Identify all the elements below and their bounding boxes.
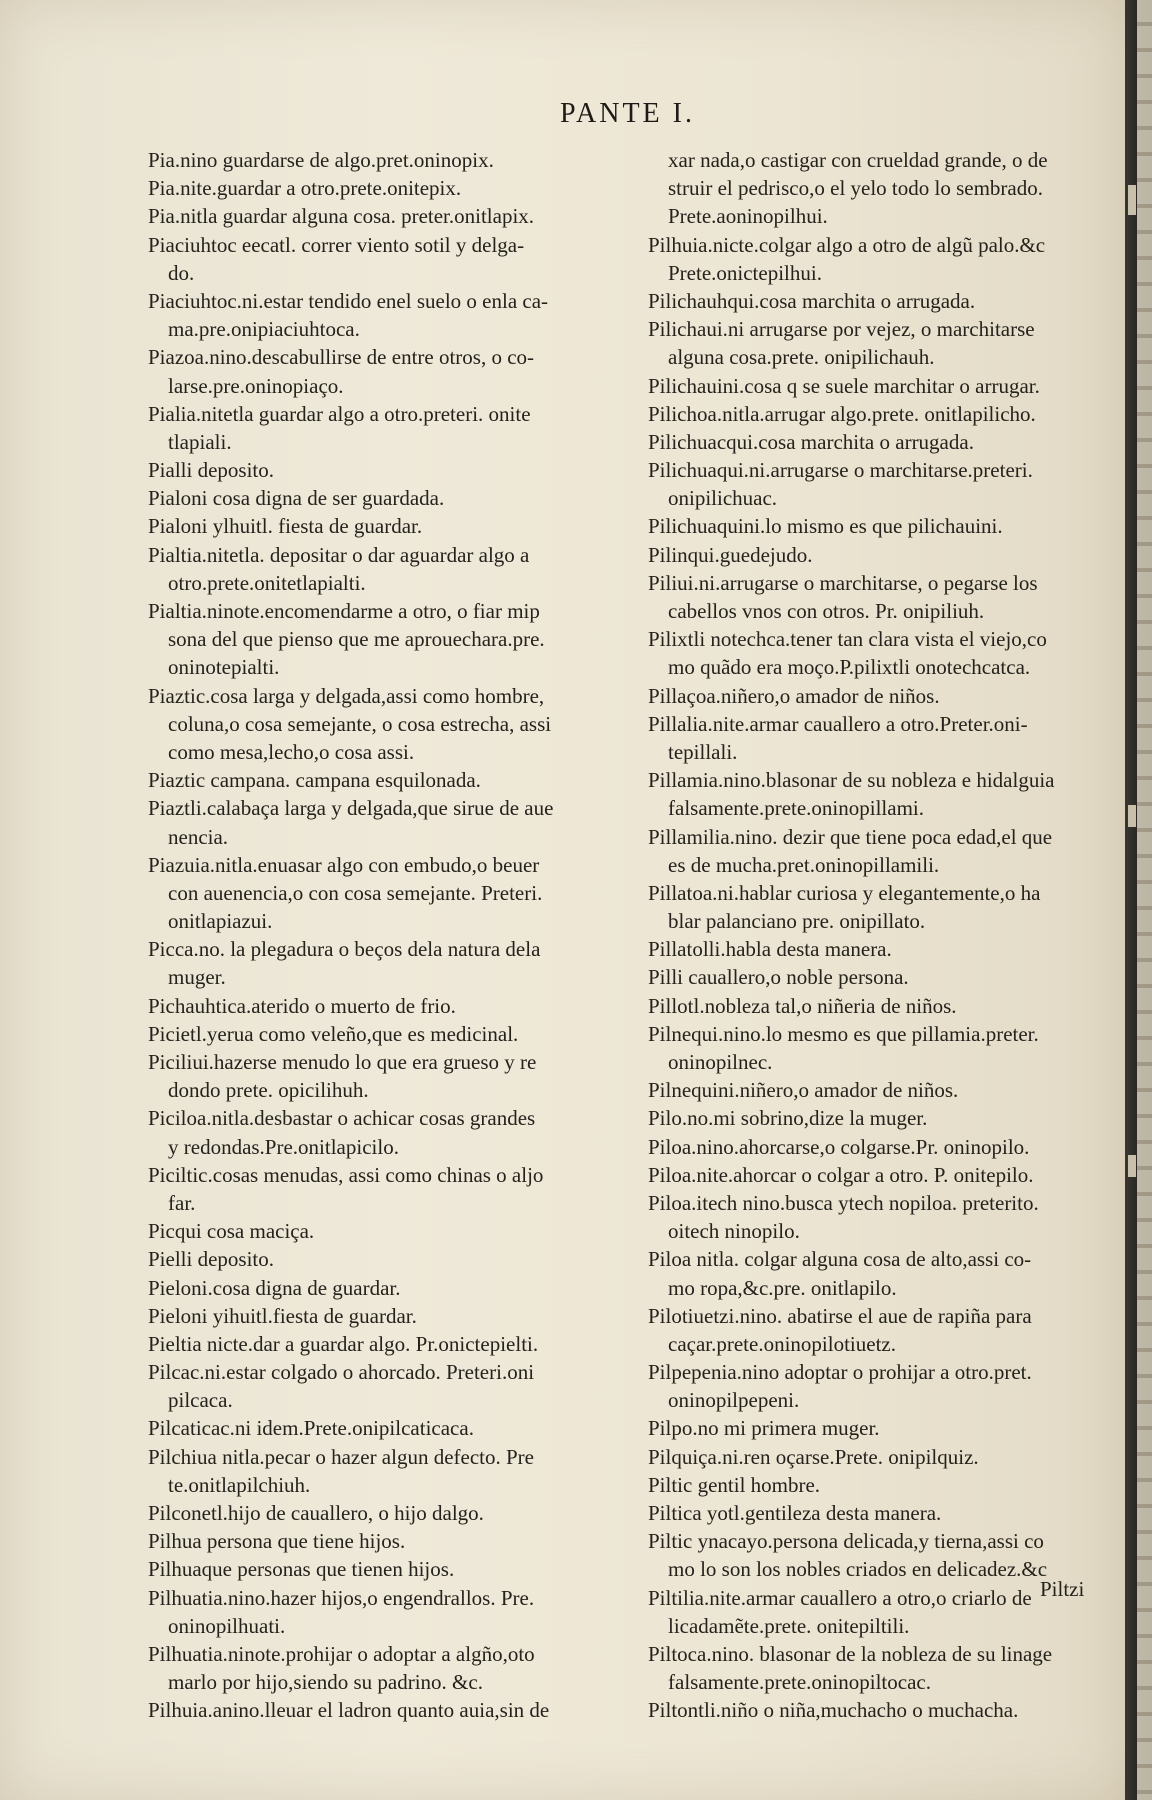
entry-line: coluna,o cosa semejante, o cosa estrecha, assi [168, 711, 552, 736]
entry-line: Piazuia.nitla.enuasar algo con embudo,o beuer [148, 852, 540, 877]
entry-line: Pilnequi.nino.lo mesmo es que pillamia.preter. [648, 1021, 1039, 1046]
entry-line: Prete.aoninopilhui. [668, 204, 828, 229]
entry-line: Pilichoa.nitla.arrugar algo.prete. onitlapilicho. [648, 401, 1036, 426]
entry-line: Picqui cosa maciça. [148, 1219, 315, 1244]
entry-line: Pilichauini.cosa q se suele marchitar o arrugar. [648, 373, 1040, 398]
entry-line: far. [168, 1190, 196, 1215]
entry-line: marlo por hijo,siendo su padrino. &c. [168, 1670, 483, 1695]
entry-line: Pilichuaquini.lo mismo es que pilichauini. [648, 514, 1003, 539]
entry-line: oninopilpepeni. [668, 1388, 800, 1413]
entry-line: Pilichaui.ni arrugarse por vejez, o marchitarse [648, 317, 1035, 342]
entry-line: Pilichuaqui.ni.arrugarse o marchitarse.preteri. [648, 458, 1033, 483]
entry-line: Pillatolli.habla desta manera. [648, 937, 892, 962]
entry-line: Pilnequini.niñero,o amador de niños. [648, 1078, 959, 1103]
entry-line: Pilchiua nitla.pecar o hazer algun defecto. Pre [148, 1444, 534, 1469]
entry-line: struir el pedrisco,o el yelo todo lo sembrado. [668, 176, 1043, 201]
entry-line: Pillotl.nobleza tal,o niñeria de niños. [648, 993, 957, 1018]
entry-line: Pilli cauallero,o noble persona. [648, 965, 909, 990]
entry-line: como mesa,lecho,o cosa assi. [168, 739, 415, 764]
entry-line: Piloa nitla. colgar alguna cosa de alto,assi co- [648, 1247, 1032, 1272]
entry-line: Pilpo.no mi primera muger. [648, 1416, 880, 1441]
right-column [648, 146, 1113, 1725]
entry-line: xar nada,o castigar con crueldad grande, o de [668, 148, 1048, 172]
catchword: Piltzi [1040, 1577, 1085, 1601]
entry-line: Pia.nite.guardar a otro.prete.onitepix. [148, 176, 462, 201]
entry-line: alguna cosa.prete. onipilichauh. [668, 345, 935, 370]
entry-line: Pia.nitla guardar alguna cosa. preter.onitlapix. [148, 204, 535, 229]
entry-line: Pialoni cosa digna de ser guardada. [148, 486, 445, 511]
entry-line: te.onitlapilchiuh. [168, 1472, 311, 1497]
entry-line: Picietl.yerua como veleño,que es medicinal. [148, 1021, 519, 1046]
entry-line: Pialtia.ninote.encomendarme a otro, o fiar mip [148, 599, 540, 623]
entry-line: Prete.onictepilhui. [668, 260, 822, 285]
entry-line: Piltic gentil hombre. [648, 1472, 821, 1497]
entry-line: Piciltic.cosas menudas, assi como chinas o aljo [148, 1162, 544, 1187]
entry-line: Pilhuatia.nino.hazer hijos,o engendrallos. Pre. [148, 1585, 535, 1610]
entry-line: Pillamilia.nino. dezir que tiene poca edad,el que [648, 824, 1053, 849]
entry-line: dondo prete. opicilihuh. [168, 1078, 369, 1103]
entry-line: licadamẽte.prete. onitepiltili. [668, 1613, 910, 1638]
entry-line: Piaztic.cosa larga y delgada,assi como hombre, [148, 683, 545, 708]
entry-line: tepillali. [668, 739, 738, 764]
entry-line: sona del que pienso que me aprouechara.pre. [168, 627, 545, 652]
entry-line: Piazoa.nino.descabullirse de entre otros, o co- [148, 345, 535, 370]
entry-line: oninopilnec. [668, 1050, 773, 1074]
entry-line: Piltilia.nite.armar cauallero a otro,o criarlo de [648, 1585, 1032, 1610]
entry-line: Pieloni yihuitl.fiesta de guardar. [148, 1303, 417, 1328]
entry-line: Piloa.nino.ahorcarse,o colgarse.Pr. oninopilo. [648, 1134, 1030, 1159]
entry-line: Pilinqui.guedejudo. [648, 542, 813, 567]
entry-line: Piltica yotl.gentileza desta manera. [648, 1501, 942, 1525]
entry-line: caçar.prete.oninopilotiuetz. [668, 1331, 896, 1356]
entry-line: Pielli deposito. [148, 1247, 274, 1272]
entry-line: Piaztli.calabaça larga y delgada,que sirue de aue [148, 796, 554, 821]
entry-line: oitech ninopilo. [668, 1219, 800, 1244]
adjacent-page-tab [1128, 805, 1136, 827]
entry-line: do. [168, 260, 195, 285]
entry-line: blar palanciano pre. onipillato. [668, 909, 926, 934]
entry-line: otro.prete.onitetlapialti. [168, 570, 366, 595]
entry-line: oninotepialti. [168, 655, 280, 680]
entry-line: Piaciuhtoc.ni.estar tendido enel suelo o enla ca- [148, 288, 549, 313]
entry-line: Pilichuacqui.cosa marchita o arrugada. [648, 429, 974, 454]
entry-line: Pillalia.nite.armar cauallero a otro.Preter.oni- [648, 711, 1028, 736]
entry-line: Pialli deposito. [148, 458, 274, 483]
entry-line: mo lo son los nobles criados en delicadez.&c [668, 1557, 1048, 1582]
entry-line: mo quãdo era moço.P.pilixtli onotechcatca. [668, 655, 1031, 680]
entry-line: Picca.no. la plegadura o beços dela natura dela [148, 937, 541, 962]
entry-line: pilcaca. [168, 1388, 233, 1413]
entry-line: Pillatoa.ni.hablar curiosa y elegantemente,o ha [648, 880, 1041, 905]
entry-line: Pieloni.cosa digna de guardar. [148, 1275, 401, 1300]
entry-line: Pilichauhqui.cosa marchita o arrugada. [648, 288, 976, 313]
entry-line: Pialtia.nitetla. depositar o dar aguardar algo a [148, 542, 530, 567]
entry-line: falsamente.prete.oninopillami. [668, 796, 924, 821]
entry-line: cabellos vnos con otros. Pr. onipiliuh. [668, 599, 985, 623]
entry-line: Pieltia nicte.dar a guardar algo. Pr.onictepielti. [148, 1331, 539, 1356]
entry-line: Pilconetl.hijo de cauallero, o hijo dalgo. [148, 1501, 484, 1525]
entry-line: muger. [168, 965, 226, 990]
entry-line: onipilichuac. [668, 486, 778, 511]
entry-line: Pilcac.ni.estar colgado o ahorcado. Preteri.oni [148, 1360, 535, 1385]
entry-line: Piltic ynacayo.persona delicada,y tierna,assi co [648, 1529, 1044, 1554]
entry-line: onitlapiazui. [168, 909, 273, 934]
entry-line: Piliui.ni.arrugarse o marchitarse, o pegarse los [648, 570, 1038, 595]
entry-line: Pilhuia.anino.lleuar el ladron quanto auia,sin de [148, 1698, 550, 1723]
entry-line: Pillaçoa.niñero,o amador de niños. [648, 683, 940, 708]
entry-line: Pilo.no.mi sobrino,dize la muger. [648, 1106, 928, 1131]
adjacent-page-strip [1137, 0, 1152, 1800]
entry-line: Pialoni ylhuitl. fiesta de guardar. [148, 514, 423, 539]
entry-line: Pilhua persona que tiene hijos. [148, 1529, 406, 1554]
entry-line: Pilixtli notechca.tener tan clara vista el viejo,co [648, 627, 1047, 652]
entry-line: Piciloa.nitla.desbastar o achicar cosas grandes [148, 1106, 536, 1131]
entry-line: Pilhuia.nicte.colgar algo a otro de algũ palo.&c [648, 232, 1046, 257]
left-column [148, 146, 618, 1725]
entry-line: Piaztic campana. campana esquilonada. [148, 768, 481, 793]
entry-line: Pilpepenia.nino adoptar o prohijar a otro.pret. [648, 1360, 1032, 1385]
entry-line: Pilhuaque personas que tienen hijos. [148, 1557, 455, 1582]
entry-line: Piloa.itech nino.busca ytech nopiloa. preterito. [648, 1190, 1039, 1215]
entry-line: Pichauhtica.aterido o muerto de frio. [148, 993, 456, 1018]
entry-line: Pilotiuetzi.nino. abatirse el aue de rapiña para [648, 1303, 1032, 1328]
entry-line: Piloa.nite.ahorcar o colgar a otro. P. onitepilo. [648, 1162, 1034, 1187]
entry-line: con auenencia,o con cosa semejante. Preteri. [168, 880, 543, 905]
entry-line: Pilhuatia.ninote.prohijar o adoptar a algño,oto [148, 1641, 535, 1666]
entry-line: Piltoca.nino. blasonar de la nobleza de su linage [648, 1641, 1053, 1666]
entry-line: Piltontli.niño o niña,muchacho o muchacha. [648, 1698, 1019, 1723]
entry-line: Piciliui.hazerse menudo lo que era grueso y re [148, 1050, 537, 1074]
entry-line: Pia.nino guardarse de algo.pret.oninopix. [148, 148, 494, 172]
adjacent-page-tab [1128, 185, 1136, 215]
entry-line: y redondas.Pre.onitlapicilo. [168, 1134, 399, 1159]
entry-line: larse.pre.oninopiaço. [168, 373, 344, 398]
entry-line: Piaciuhtoc eecatl. correr viento sotil y delga- [148, 232, 525, 257]
entry-line: es de mucha.pret.oninopillamili. [668, 852, 940, 877]
entry-line: Pilquiça.ni.ren oçarse.Prete. onipilquiz. [648, 1444, 979, 1469]
entry-line: falsamente.prete.oninopiltocac. [668, 1670, 931, 1695]
entry-line: mo ropa,&c.pre. onitlapilo. [668, 1275, 897, 1300]
adjacent-page-tab [1128, 1155, 1136, 1177]
entry-line: oninopilhuati. [168, 1613, 286, 1638]
running-header: PANTE I. [560, 98, 695, 129]
entry-line: Pillamia.nino.blasonar de su nobleza e hidalguia [648, 768, 1055, 793]
entry-line: ma.pre.onipiaciuhtoca. [168, 317, 360, 342]
entry-line: tlapiali. [168, 429, 232, 454]
entry-line: nencia. [168, 824, 229, 849]
entry-line: Pilcaticac.ni idem.Prete.onipilcaticaca. [148, 1416, 474, 1441]
entry-line: Pialia.nitetla guardar algo a otro.preteri. onite [148, 401, 531, 426]
